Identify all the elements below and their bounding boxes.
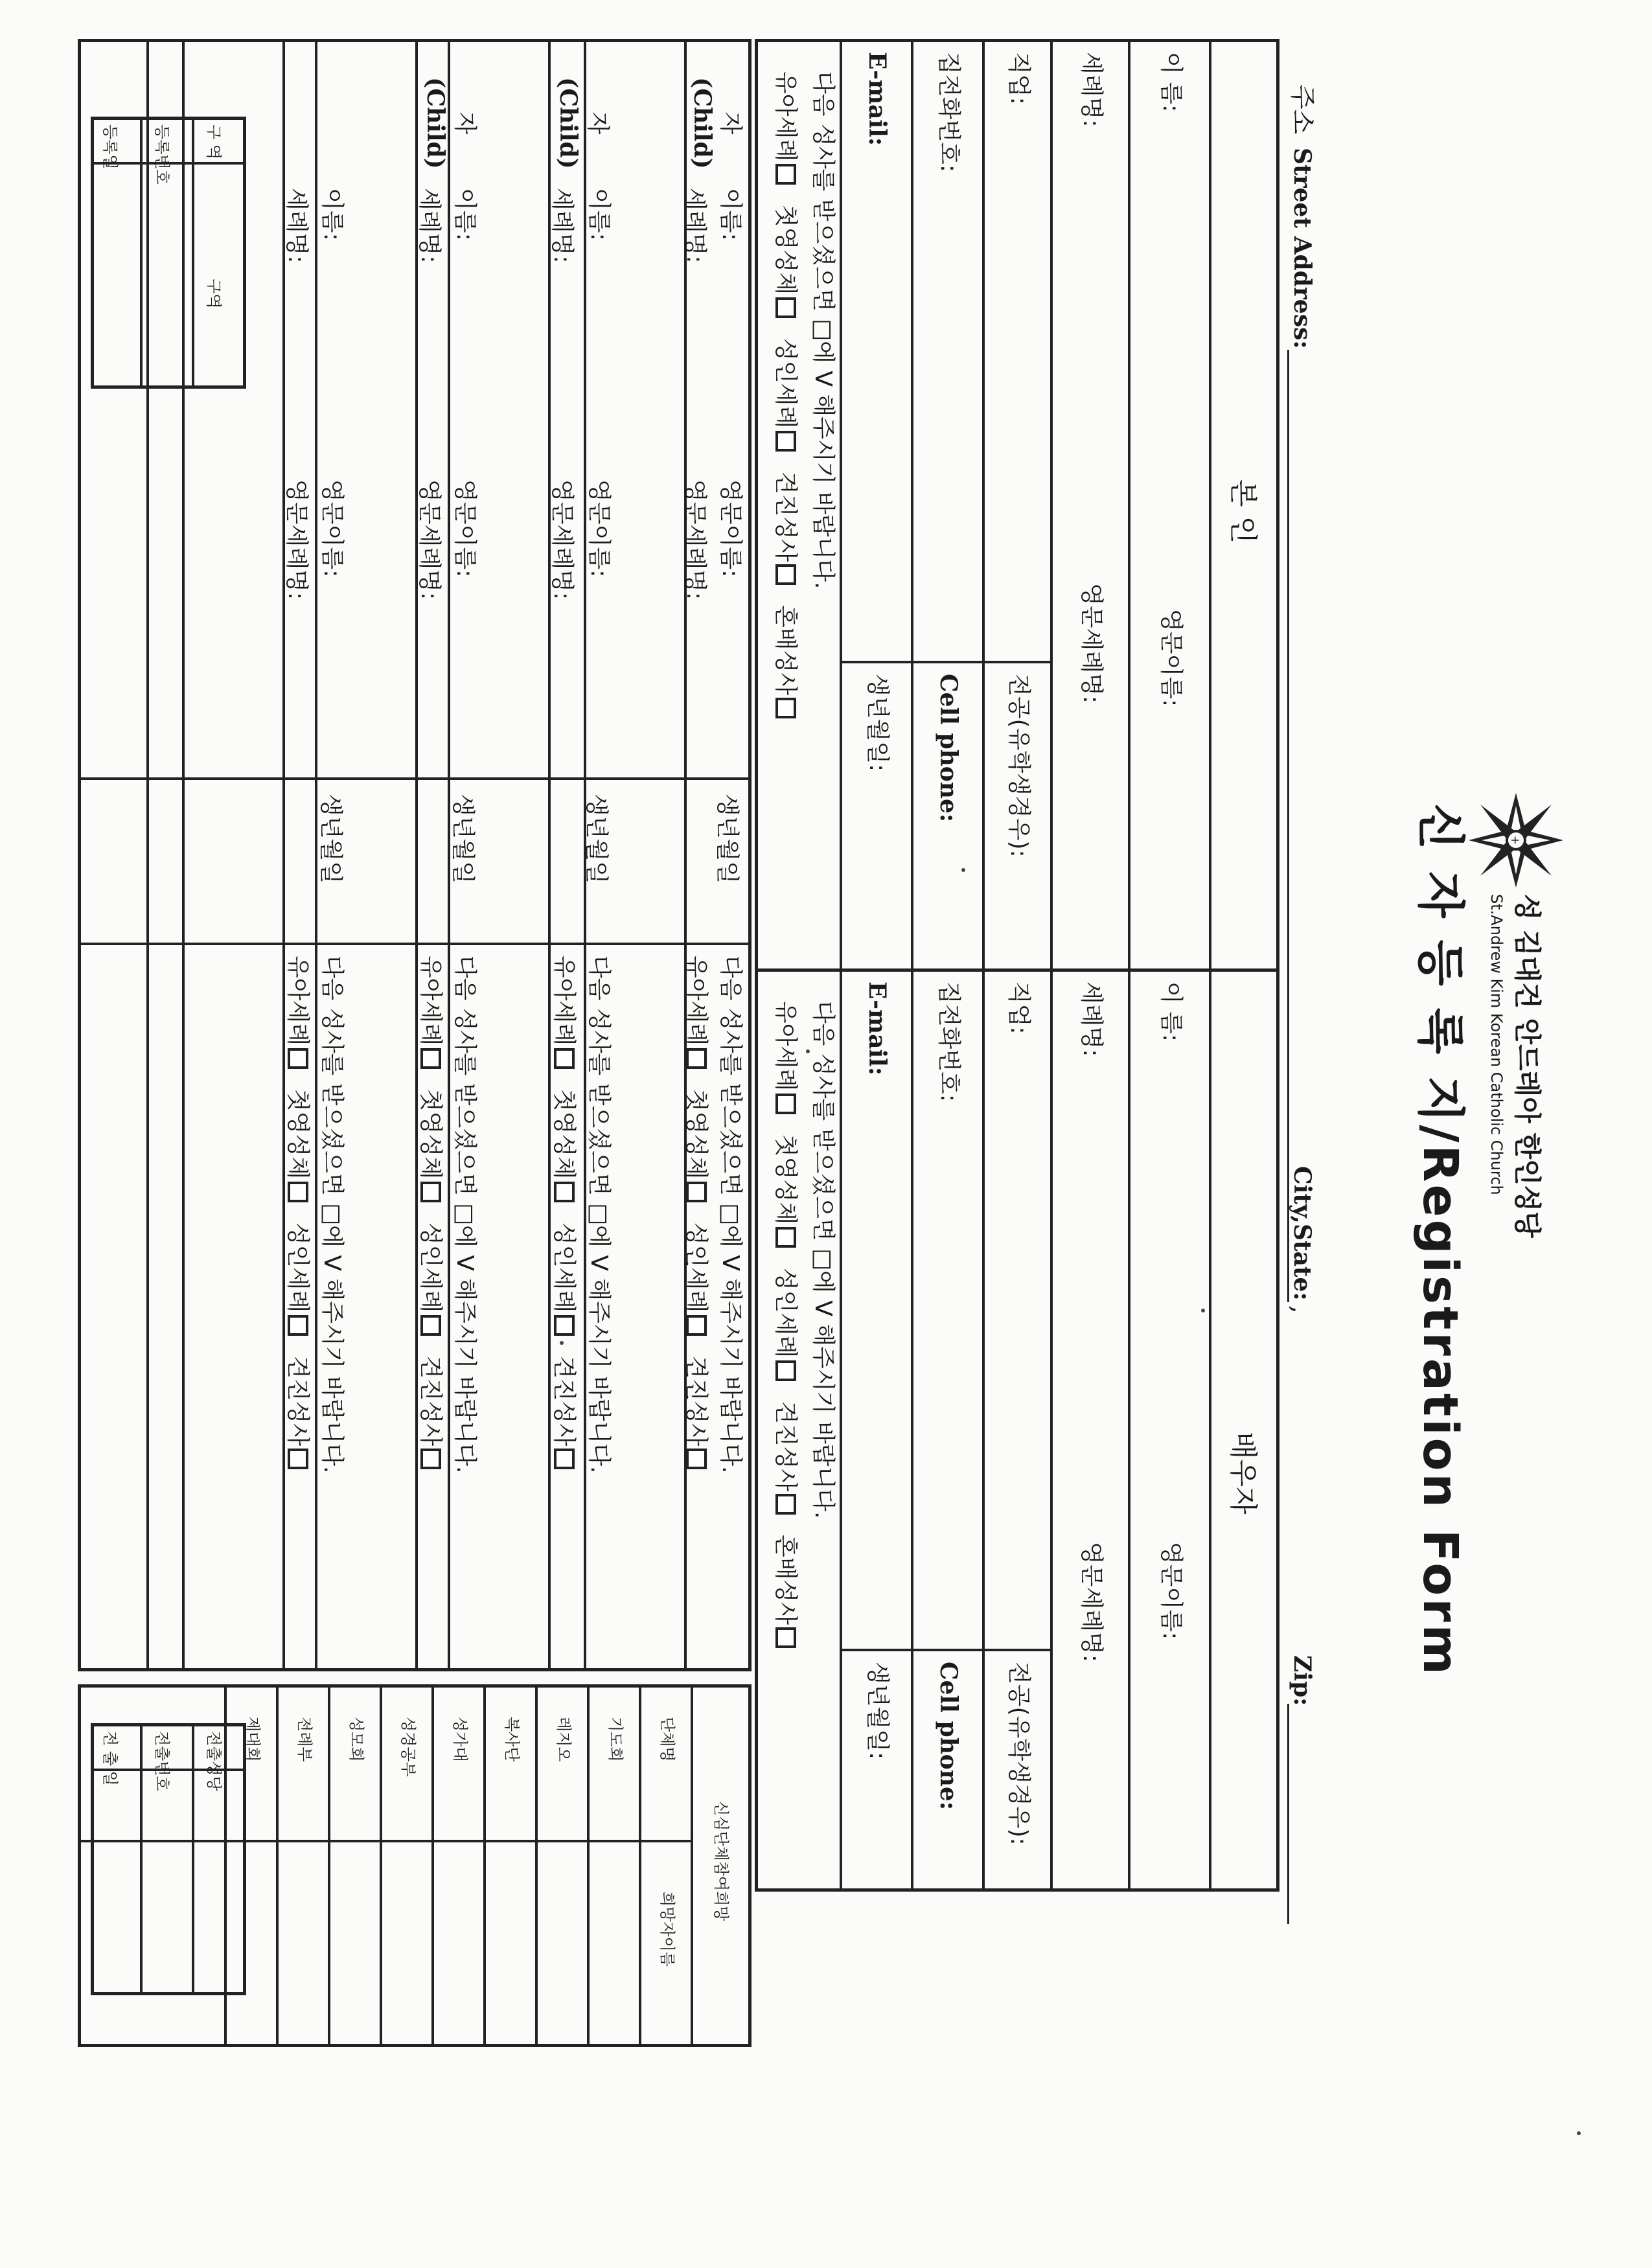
child1-sac-confirmation-checkbox[interactable]: [686, 1449, 707, 1469]
child4-sac-infant-checkbox[interactable]: [288, 1048, 308, 1069]
child4-sac-confirmation-label: 견진성사: [284, 1356, 311, 1447]
spouse-sac-confirmation-checkbox[interactable]: [775, 1494, 796, 1515]
child2-sacrament-note: 다음 성사를 받으셨으면 □에 V 해주시기 바랍니다.: [586, 956, 612, 1474]
spouse-sacrament-note: 다음 성사를 받으셨으면 □에 V 해주시기 바랍니다.: [810, 1001, 836, 1519]
child2-side-label: 자: [584, 111, 611, 135]
child3-sac-adult-checkbox[interactable]: [420, 1315, 441, 1336]
child3-sac-confirmation-label: 견진성사: [417, 1356, 444, 1447]
self-sac-communion-label: 첫영성체: [772, 205, 799, 295]
child2-sac-infant-label: 유아세례: [551, 956, 577, 1046]
spouse-sac-communion-label: 첫영성체: [772, 1134, 799, 1225]
spouse-name-label[interactable]: 이 름:: [1158, 981, 1184, 1042]
child2-english-baptism-label[interactable]: 영문세례명:: [549, 479, 575, 601]
self-sac-infant-label: 유아세례: [772, 71, 799, 162]
spouse-cell-label[interactable]: Cell phone:: [935, 1662, 962, 1811]
office-district-suffix: 구역: [205, 279, 223, 309]
transfer-label-number: 전출번호: [153, 1731, 171, 1791]
spouse-sac-confirmation-label: 견진성사: [772, 1401, 799, 1492]
child1-side-label-en: (Child): [689, 77, 716, 169]
spouse-email-label[interactable]: E-mail:: [864, 981, 891, 1076]
group-item-altar-servers: 복사단: [503, 1717, 521, 1762]
child3-sac-infant-checkbox[interactable]: [420, 1048, 441, 1069]
spouse-sac-infant-label: 유아세례: [772, 1001, 799, 1092]
child3-side-label: 자: [452, 111, 478, 135]
spouse-sac-infant-checkbox[interactable]: [775, 1094, 796, 1114]
self-sac-marriage-checkbox[interactable]: [775, 698, 796, 718]
child4-sac-adult-label: 성인세례: [284, 1222, 311, 1313]
child1-english-baptism-label[interactable]: 영문세례명:: [682, 479, 708, 601]
child4-english-baptism-label[interactable]: 영문세례명:: [283, 479, 310, 601]
child2-sac-confirmation-checkbox[interactable]: [554, 1449, 575, 1469]
child1-sac-infant-label: 유아세례: [683, 956, 709, 1046]
spouse-job-label[interactable]: 직업:: [1005, 981, 1032, 1035]
child1-sacrament-row: [684, 956, 707, 1474]
office-label-date: 등록일: [101, 124, 119, 170]
child2-sac-adult-label: 성인세례: [551, 1222, 577, 1313]
child1-sac-communion-checkbox[interactable]: [686, 1182, 707, 1202]
child2-sacrament-row: [552, 956, 575, 1474]
child3-dob-label[interactable]: 생년월일: [450, 794, 476, 884]
group-item-mothers: 성모회: [347, 1717, 365, 1762]
self-sac-adult-label: 성인세례: [772, 338, 799, 429]
self-email-label[interactable]: E-mail:: [864, 52, 891, 146]
child1-sac-communion-label: 첫영성체: [683, 1089, 709, 1180]
child3-name-label[interactable]: 이름:: [452, 188, 478, 241]
spouse-dob-label[interactable]: 생년월일:: [864, 1662, 891, 1760]
transfer-label-date: 전 출 일: [101, 1731, 119, 1786]
spouse-header: 배우자: [1226, 1432, 1259, 1515]
self-sac-marriage-label: 혼배성사: [772, 605, 799, 696]
group-item-altar-society: 제대회: [244, 1717, 262, 1762]
zip-label[interactable]: Zip:: [1289, 1655, 1316, 1706]
child2-dob-label[interactable]: 생년월일: [583, 794, 610, 884]
self-job-label[interactable]: 직업:: [1005, 52, 1032, 105]
self-english-name-label[interactable]: 영문이름:: [1158, 609, 1184, 707]
child4-sac-infant-label: 유아세례: [284, 956, 311, 1046]
office-label-district: 구 역: [205, 124, 223, 159]
child2-baptism-label[interactable]: 세례명:: [549, 188, 575, 264]
child4-sac-confirmation-checkbox[interactable]: [288, 1449, 308, 1469]
spouse-sac-adult-label: 성인세례: [772, 1268, 799, 1358]
group-item-liturgy: 전례부: [295, 1717, 314, 1762]
child2-name-label[interactable]: 이름:: [586, 188, 612, 241]
address-label-ko: 주소: [1287, 84, 1317, 135]
church-name-en: St.Andrew Kim Korean Catholic Church: [1487, 894, 1506, 1195]
child1-side-label: 자: [717, 111, 744, 135]
child2-sac-confirmation-label: 견진성사: [551, 1356, 577, 1447]
child4-english-name-label[interactable]: 영문이름:: [319, 479, 345, 578]
child3-sac-adult-label: 성인세례: [417, 1222, 444, 1313]
child4-sac-adult-checkbox[interactable]: [288, 1315, 308, 1336]
child3-english-baptism-label[interactable]: 영문세례명:: [416, 479, 442, 601]
child3-sac-communion-checkbox[interactable]: [420, 1182, 441, 1202]
street-address-line[interactable]: [1287, 350, 1289, 1302]
self-sac-confirmation-label: 견진성사: [772, 472, 799, 562]
child2-sac-communion-label: 첫영성체: [551, 1089, 577, 1180]
child1-sac-adult-checkbox[interactable]: [686, 1315, 707, 1336]
child1-english-name-label[interactable]: 영문이름:: [717, 479, 744, 578]
child2-english-name-label[interactable]: 영문이름:: [586, 479, 612, 578]
child1-sac-adult-label: 성인세례: [683, 1222, 709, 1313]
group-item-bible-study: 성경공부: [399, 1717, 417, 1777]
child3-sac-infant-label: 유아세례: [417, 956, 444, 1046]
child4-dob-label[interactable]: 생년월일: [317, 794, 344, 884]
child2-sac-infant-checkbox[interactable]: [554, 1048, 575, 1069]
spouse-sac-marriage-label: 혼배성사: [772, 1535, 799, 1625]
self-baptism-label[interactable]: 세례명:: [1078, 52, 1105, 128]
city-state-label[interactable]: City,State:: [1289, 1166, 1316, 1301]
self-dob-label[interactable]: 생년월일:: [864, 674, 891, 772]
groups-title: 신심단체참여희망: [712, 1801, 730, 1921]
child3-side-label-en: (Child): [422, 77, 449, 169]
child1-baptism-label[interactable]: 세례명:: [682, 188, 708, 264]
zip-line[interactable]: [1287, 1704, 1289, 1924]
church-logo-icon: [1467, 792, 1565, 889]
child1-name-label[interactable]: 이름:: [717, 188, 744, 241]
spouse-english-name-label[interactable]: 영문이름:: [1158, 1542, 1184, 1640]
spouse-sac-adult-checkbox[interactable]: [775, 1360, 796, 1381]
self-sac-confirmation-checkbox[interactable]: [775, 564, 796, 585]
self-name-label[interactable]: 이 름:: [1158, 52, 1184, 113]
child3-english-name-label[interactable]: 영문이름:: [452, 479, 478, 578]
children-table: [78, 39, 751, 1671]
group-item-choir: 성가대: [451, 1717, 469, 1762]
spouse-baptism-label[interactable]: 세례명:: [1078, 981, 1105, 1057]
self-sacrament-note: 다음 성사를 받으셨으면 □에 V 해주시기 바랍니다.: [810, 71, 836, 590]
child3-sac-communion-label: 첫영성체: [417, 1089, 444, 1180]
child4-sac-communion-checkbox[interactable]: [288, 1182, 308, 1202]
spouse-major-label[interactable]: 전공(유학생경우):: [1005, 1662, 1032, 1846]
child1-dob-label[interactable]: 생년월일: [714, 794, 740, 884]
child4-sacrament-row: [286, 956, 309, 1474]
group-item-legio: 레지오: [555, 1717, 573, 1762]
self-major-label[interactable]: 전공(유학생경우):: [1005, 674, 1032, 858]
self-sac-adult-checkbox[interactable]: [775, 431, 796, 452]
self-cell-label[interactable]: Cell phone:: [935, 674, 962, 823]
page-title: 신 자 등 록 지/Registration Form: [1412, 803, 1468, 1677]
office-label-number: 등록번호: [153, 124, 171, 185]
group-volunteer-names-area[interactable]: [227, 1843, 641, 2044]
child4-name-label[interactable]: 이름:: [319, 188, 345, 241]
self-phone-label[interactable]: 집전화번호:: [935, 52, 962, 173]
self-sac-infant-checkbox[interactable]: [775, 164, 796, 185]
svg-text:+: +: [1508, 835, 1522, 845]
spouse-phone-label[interactable]: 집전화번호:: [935, 981, 962, 1103]
spouse-sacrament-row: [774, 1001, 797, 1653]
child2-side-label-en: (Child): [555, 77, 582, 169]
spouse-sac-marriage-checkbox[interactable]: [775, 1627, 796, 1648]
child3-sacrament-row: [419, 956, 442, 1474]
child3-baptism-label[interactable]: 세례명:: [416, 188, 442, 264]
child4-baptism-label[interactable]: 세례명:: [283, 188, 310, 264]
street-address-label[interactable]: Street Address:: [1289, 148, 1316, 349]
spouse-english-baptism-label[interactable]: 영문세례명:: [1078, 1542, 1105, 1663]
church-name-ko: 성 김대건 안드레아 한인성당: [1511, 894, 1543, 1238]
groups-col-group: 단체명: [658, 1717, 676, 1762]
self-english-baptism-label[interactable]: 영문세례명:: [1078, 583, 1105, 704]
transfer-label-church: 전출성당: [205, 1731, 223, 1791]
child4-sac-communion-label: 첫영성체: [284, 1089, 311, 1180]
child1-sacrament-note: 다음 성사를 받으셨으면 □에 V 해주시기 바랍니다.: [717, 956, 744, 1474]
spouse-sac-communion-checkbox[interactable]: [775, 1227, 796, 1248]
self-sac-communion-checkbox[interactable]: [775, 297, 796, 318]
child3-sacrament-note: 다음 성사를 받으셨으면 □에 V 해주시기 바랍니다.: [452, 956, 478, 1474]
address-comma: ,: [1286, 1305, 1316, 1314]
child1-sac-infant-checkbox[interactable]: [686, 1048, 707, 1069]
group-item-prayer: 기도회: [606, 1717, 625, 1762]
child4-sacrament-note: 다음 성사를 받으셨으면 □에 V 해주시기 바랍니다.: [319, 956, 345, 1474]
child2-sac-communion-checkbox[interactable]: [554, 1182, 575, 1202]
child3-sac-confirmation-checkbox[interactable]: [420, 1449, 441, 1469]
child2-sac-adult-checkbox[interactable]: [554, 1315, 575, 1336]
child1-sac-confirmation-label: 견진성사: [683, 1356, 709, 1447]
self-sacrament-row: [774, 71, 797, 724]
self-header: 본 인: [1226, 479, 1259, 544]
groups-col-name: 희망자이름: [658, 1892, 676, 1967]
